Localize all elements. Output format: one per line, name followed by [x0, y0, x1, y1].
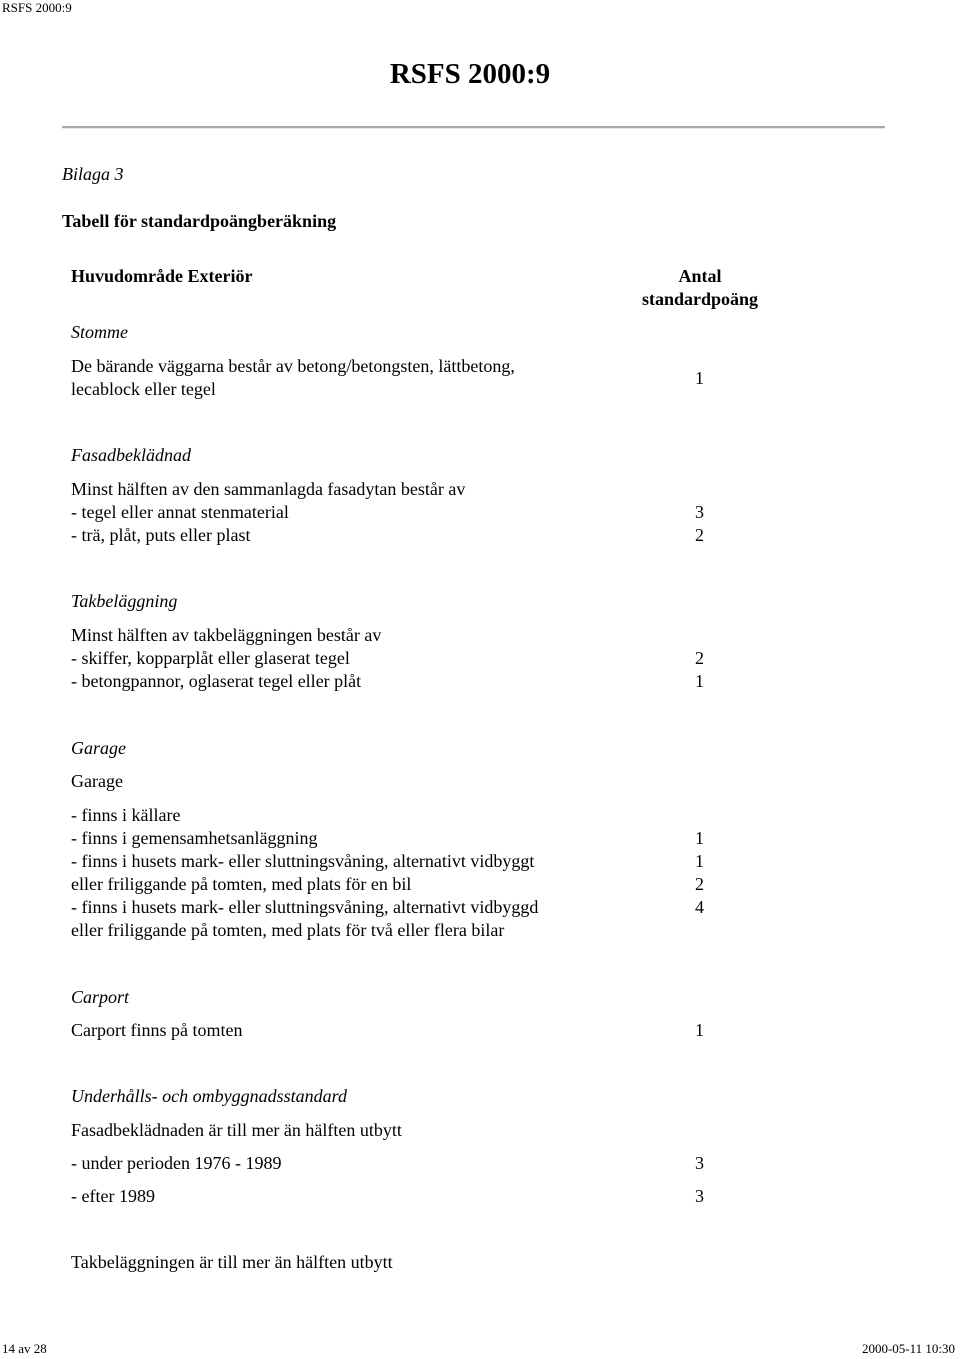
underhall-fasad-label: Fasadbeklädnaden är till mer än hälften utbytt [71, 1120, 402, 1140]
garage-text-line: eller friliggande på tomten, med plats för två eller flera bilar [71, 920, 505, 940]
fasad-row-label: - trä, plåt, puts eller plast [71, 525, 251, 545]
stomme-text-line-1: De bärande väggarna består av betong/betongsten, lättbetong, [71, 356, 515, 376]
section-heading-fasad: Fasadbeklädnad [71, 445, 191, 465]
section-heading-garage: Garage [71, 738, 126, 758]
table-title: Tabell för standardpoängberäkning [62, 211, 337, 231]
underhall-row-points: 3 [695, 1186, 704, 1206]
stomme-text-line-2: lecablock eller tegel [71, 379, 216, 399]
underhall-row-points: 3 [695, 1153, 704, 1173]
tak-row-points: 1 [695, 671, 704, 691]
horizontal-rule [62, 126, 885, 129]
garage-points: 4 [695, 897, 704, 917]
stomme-points: 1 [695, 368, 704, 388]
fasad-intro: Minst hälften av den sammanlagda fasadytan består av [71, 479, 466, 499]
garage-intro: Garage [71, 771, 123, 791]
appendix-label: Bilaga 3 [62, 164, 124, 184]
page-number: 14 av 28 [2, 1341, 47, 1356]
fasad-row-points: 3 [695, 502, 704, 522]
garage-points: 1 [695, 828, 704, 848]
section-heading-tak: Takbeläggning [71, 591, 178, 611]
running-header: RSFS 2000:9 [2, 0, 72, 15]
carport-label: Carport finns på tomten [71, 1020, 243, 1040]
section-heading-carport: Carport [71, 987, 130, 1007]
carport-points: 1 [695, 1020, 704, 1040]
garage-text-line: - finns i källare [71, 805, 181, 825]
tak-row-label: - skiffer, kopparplåt eller glaserat tegel [71, 648, 350, 668]
garage-text-line: - finns i gemensamhetsanläggning [71, 828, 318, 848]
underhall-row-label: - efter 1989 [71, 1186, 155, 1206]
document-title: RSFS 2000:9 [389, 58, 551, 90]
garage-text-line: eller friliggande på tomten, med plats för en bil [71, 874, 412, 894]
section-heading-underhall: Underhålls- och ombyggnadsstandard [71, 1086, 347, 1106]
garage-points: 2 [695, 874, 704, 894]
column-header-line-2: standardpoäng [641, 289, 759, 309]
underhall-tak-label: Takbeläggningen är till mer än hälften utbytt [71, 1252, 393, 1272]
column-header-line-1: Antal [678, 266, 722, 286]
tak-row-label: - betongpannor, oglaserat tegel eller plåt [71, 671, 362, 691]
garage-text-line: - finns i husets mark- eller sluttningsvåning, alternativt vidbyggd [71, 897, 539, 917]
fasad-row-points: 2 [695, 525, 704, 545]
underhall-row-label: - under perioden 1976 - 1989 [71, 1153, 282, 1173]
tak-intro: Minst hälften av takbeläggningen består av [71, 625, 382, 645]
tak-row-points: 2 [695, 648, 704, 668]
points-column-header [610, 265, 790, 311]
main-area-heading: Huvudområde Exteriör [71, 266, 253, 286]
section-heading-stomme: Stomme [71, 322, 128, 342]
garage-points: 1 [695, 851, 704, 871]
garage-text-line: - finns i husets mark- eller sluttningsvåning, alternativt vidbyggt [71, 851, 535, 871]
print-timestamp: 2000-05-11 10:30 [861, 1341, 955, 1356]
fasad-row-label: - tegel eller annat stenmaterial [71, 502, 289, 522]
